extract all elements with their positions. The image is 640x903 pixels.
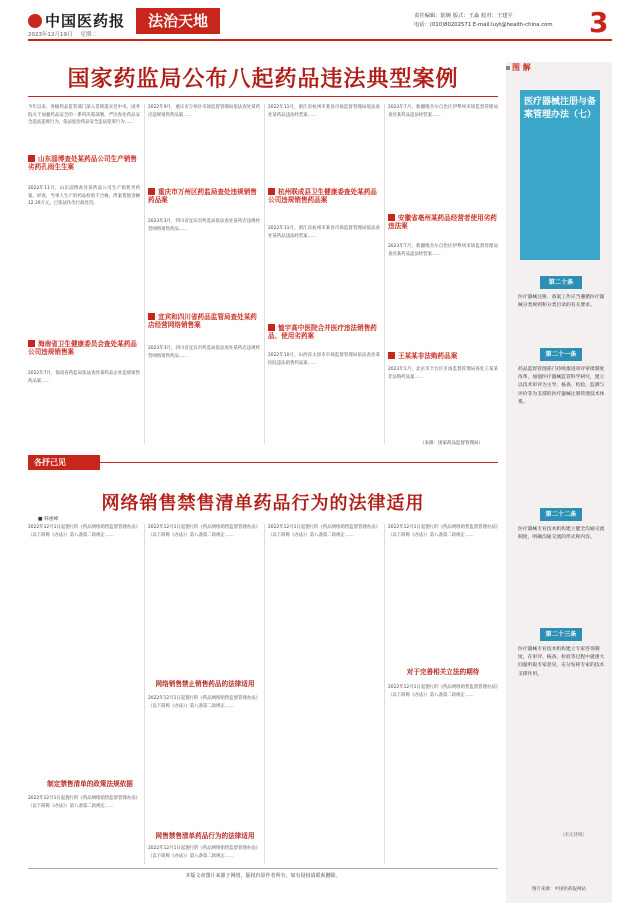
article-text: 医疗器械专业技术机构建立专家咨询制度，在审评、核查、检验等过程中就重大问题听取专家意见，充分发挥专家的技术支撑作用。 <box>518 647 605 677</box>
case-title: 恤宇高中医院合并医疗违法销售药品、使用劣药案 <box>268 324 377 341</box>
case-body: 2023年3月，四川省宜宾市药监局依法查处某药店违规经营网络销售药品…… <box>148 346 260 359</box>
sidebar-credit: （未完待续） <box>560 833 587 838</box>
footer-note: 本版文章图片来源于网络，版权归原作者所有，如有侵权请联系删除。 <box>185 873 341 879</box>
footer-right: 图片来源：中国医药报网站 <box>532 887 586 892</box>
article-chip: 第二十三条 <box>540 628 582 641</box>
case-title: 宜宾和四川省药品监管局查处某药店经营网络销售案 <box>148 313 257 330</box>
case-body: 2023年3月，四川省宜宾市药监局依法查处某药店违规经营网络销售药品…… <box>148 219 260 232</box>
section2-headline: 网络销售禁售清单药品行为的法律适用 <box>101 493 425 514</box>
article-chip: 第二十一条 <box>540 348 582 361</box>
case-body: 2022年11月，山东淄博查处某药品公司生产销售劣药案。经查，当事人生产的药品检验不合格，涉案货值金额12.29万元，已依法作出行政处罚。 <box>28 186 140 207</box>
article-chip: 第二十条 <box>540 276 582 289</box>
main-headline: 国家药监局公布八起药品违法典型案例 <box>67 66 459 92</box>
section2-subhead: 网售禁售清单药品行为的法律适用 <box>155 832 255 840</box>
headline-rule <box>28 96 498 97</box>
case-body: 2023年1月，北京市丰台区市场监督管理局查处王某某非法购药品案…… <box>388 367 498 380</box>
weekday: 星期二 <box>80 32 97 38</box>
article-text: 医疗器械注册、备案工作应当遵循医疗器械分类规则和分类目录的有关要求。 <box>518 295 605 309</box>
section2-body: 2022年12月1日起施行的《药品网络销售监督管理办法》（以下简称《办法》）第八条第二款规定…… <box>388 685 498 698</box>
square-icon <box>506 66 510 70</box>
newspaper-logo <box>28 10 125 31</box>
case-body: 2022年9月，重庆市万州区市场监督管理局依法查处某药店违规销售药品案…… <box>148 105 260 118</box>
section2-body: 2022年12月1日起施行的《药品网络销售监督管理办法》（以下简称《办法》）第八条第二款规定…… <box>148 696 260 709</box>
sidebar-tag: 图 解 <box>506 62 566 76</box>
contact-line: 电话：(010)80202571 E-mail:luyt@health-china.com <box>414 22 553 28</box>
logo-text: 中国医药报 <box>45 12 126 30</box>
case-title: 杭州联成县卫生健康委查处某药品公司违规销售药品案 <box>268 188 377 205</box>
lead-paragraph: 今年以来，各级药品监管部门深入贯彻落实党中央、国务院关于加强药品安全的一系列决策部署，严厉查处药品安全违法违规行为，依法惩治药品安全违法犯罪行为…… <box>28 105 140 126</box>
case-body: 2023年7月，新疆维吾尔自治区伊犁州市场监督管理局查处某药品违法经营案…… <box>388 105 498 118</box>
case-body: 2022年11月，浙江省杭州市某县市场监督管理局依法查处某药品违法经营案…… <box>268 226 380 239</box>
bullet-icon <box>268 188 275 195</box>
case-body: 2022年7月，海南省药监局依法查处某药品企业违规销售药品案…… <box>28 371 140 384</box>
page-number: 3 <box>589 6 609 39</box>
section2-body: 2022年12月1日起施行的《药品网络销售监督管理办法》（以下简称《办法》）第八条第二款规定…… <box>28 525 140 538</box>
bullet-icon <box>388 214 395 221</box>
case-title: 王某某非法购药品案 <box>388 352 498 360</box>
column-rule <box>144 524 145 864</box>
section-title: 法治天地 <box>136 8 220 34</box>
editor-credits <box>414 12 553 30</box>
case-title: 安徽省亳州某药品经营者使用劣药违法案 <box>388 214 497 231</box>
section2-rule <box>100 462 498 463</box>
section2-body: 2022年12月1日起施行的《药品网络销售监督管理办法》（以下简称《办法》）第八条第二款规定…… <box>28 796 140 809</box>
bullet-icon <box>28 340 35 347</box>
section2-subhead: 网络销售禁止销售药品的法律适用 <box>155 680 255 688</box>
logo-seal-icon <box>28 14 42 28</box>
section2-subhead: 制定禁售清单的政策法规依据 <box>47 780 133 788</box>
source-note: （来源：国家药品监督管理局） <box>420 441 483 446</box>
bullet-icon <box>268 324 275 331</box>
case-body: 2022年11月，浙江省杭州市某县市场监督管理局依法查处某药品违法经营案…… <box>268 105 380 118</box>
article-chip: 第二十二条 <box>540 508 582 521</box>
section2-body: 2022年12月1日起施行的《药品网络销售监督管理办法》（以下简称《办法》）第八条第二款规定…… <box>388 525 498 538</box>
date-line <box>28 30 103 38</box>
editor-line: 责任编辑：陆婉 版式：王淼 校对：王建平 <box>414 13 513 19</box>
bullet-icon <box>148 188 155 195</box>
header-rule <box>28 39 612 41</box>
column-rule <box>384 104 385 444</box>
date: 2023年12月19日 <box>28 32 73 38</box>
section2-body: 2022年12月1日起施行的《药品网络销售监督管理办法》（以下简称《办法》）第八条第二款规定…… <box>148 846 260 859</box>
article-text: 医疗器械专业技术机构建立健全沟通交流制度，明确沟通交流的形式和内容。 <box>518 527 605 541</box>
column-rule <box>144 104 145 444</box>
section2-subhead: 对于完善相关立法的期待 <box>406 668 480 676</box>
article-text: 药品监督管理部门持续推进审评审批制度改革，加强医疗器械监管科学研究，建立以技术审评为主导，核查、检验、监测与评价等为支撑的医疗器械注册管理技术体系。 <box>518 367 605 405</box>
case-title: 海南省卫生健康委员会查处某药品公司违规销售案 <box>28 340 137 357</box>
section2-tag: 各抒己见 <box>28 455 100 470</box>
bullet-icon <box>388 352 395 359</box>
case-title: 重庆市万州区药监局查处违规销售药品案 <box>148 188 257 205</box>
section2-body: 2022年12月1日起施行的《药品网络销售监督管理办法》（以下简称《办法》）第八条第二款规定…… <box>148 525 260 538</box>
case-body: 2022年10月，山西省太原市市场监督管理局依法查处某医院违法销售药品案…… <box>268 353 380 366</box>
case-body: 2023年7月，新疆维吾尔自治区伊犁州市场监督管理局查处某药品违法经营案…… <box>388 244 498 257</box>
sidebar-card-title: 医疗器械注册与备案管理办法（七） <box>524 97 597 120</box>
author: ■ 韩惠峰 <box>38 517 59 522</box>
footer-rule <box>28 868 498 869</box>
column-rule <box>264 104 265 444</box>
bullet-icon <box>148 313 155 320</box>
column-rule <box>384 524 385 864</box>
bullet-icon <box>28 155 35 162</box>
section2-body: 2022年12月1日起施行的《药品网络销售监督管理办法》（以下简称《办法》）第八条第二款规定…… <box>268 525 380 538</box>
column-rule <box>264 524 265 864</box>
masthead <box>0 0 640 40</box>
case-title: 山东淄博查处某药品公司生产销售劣药孔雨生生案 <box>28 155 137 172</box>
